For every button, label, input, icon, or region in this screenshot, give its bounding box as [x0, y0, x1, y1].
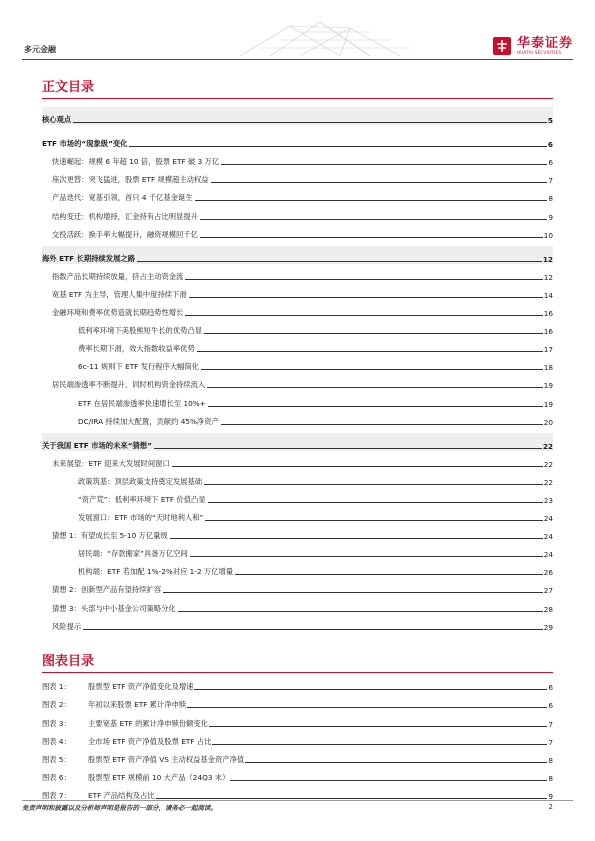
brand-mark-icon: [492, 36, 512, 56]
toc-entry-page: 22: [543, 477, 553, 487]
toc-entry-title: ETF 在居民端渗透率快速增长至 10%+: [78, 398, 206, 408]
figures-list: [42, 674, 553, 801]
figure-label: 图表 1：: [42, 682, 71, 692]
figure-page: 7: [548, 737, 553, 747]
toc-list: [42, 107, 553, 632]
toc-entry-page: 19: [543, 381, 553, 391]
figure-entry[interactable]: [42, 692, 553, 710]
footer-disclaimer: 免责声明和披露以及分析师声明是报告的一部分，请务必一起阅读。: [22, 804, 217, 812]
header-category: 多元金融: [24, 45, 56, 54]
brand-name-en: HUATAI SECURITIES: [516, 49, 562, 55]
toc-leader: [204, 484, 543, 485]
toc-entry-title: 低利率环境下美股熊短牛长的优势凸显: [78, 326, 203, 336]
brand-name-cn: 华泰证券: [516, 35, 573, 51]
toc-leader: [83, 629, 543, 630]
toc-entry[interactable]: [42, 167, 553, 185]
toc-leader: [195, 200, 548, 201]
figure-label: 图表 7：: [42, 791, 71, 801]
toc-entry[interactable]: [42, 336, 553, 354]
toc-entry[interactable]: [42, 149, 553, 167]
toc-leader: [201, 369, 543, 370]
toc-entry[interactable]: [42, 469, 553, 487]
toc-entry-title: 宽基 ETF 为主导，管理人集中度持续下滑: [52, 289, 187, 299]
page-header: [0, 0, 595, 60]
toc-entry-title: 未来展望：ETF 迎来大发展时间窗口: [52, 458, 170, 468]
figure-entry[interactable]: [42, 783, 553, 801]
toc-entry[interactable]: [42, 185, 553, 203]
figure-page: 6: [548, 701, 553, 711]
toc-entry[interactable]: [42, 246, 553, 264]
toc-leader: [73, 122, 547, 123]
toc-leader: [200, 219, 547, 220]
toc-entry[interactable]: [42, 300, 553, 318]
toc-entry-title: 关于我国 ETF 市场的未来“猜想”: [42, 440, 152, 450]
toc-entry-page: 6: [547, 140, 553, 150]
toc-entry-page: 19: [543, 399, 553, 409]
toc-leader: [207, 387, 542, 388]
toc-leader: [200, 237, 543, 238]
toc-leader: [170, 538, 543, 539]
toc-entry[interactable]: [42, 107, 553, 125]
figure-title: 全市场 ETF 资产净值及股票 ETF 占比: [88, 736, 212, 746]
toc-leader: [208, 406, 543, 407]
toc-leader: [204, 333, 543, 334]
toc-leader: [137, 261, 542, 262]
toc-entry[interactable]: [42, 264, 553, 282]
toc-entry[interactable]: [42, 614, 553, 632]
toc-entry-page: 5: [547, 116, 553, 126]
figure-title: 年初以来股票 ETF 累计净申赎: [88, 700, 187, 710]
toc-leader: [154, 448, 542, 449]
toc-entry-title: 猜想 2：创新型产品有望持续扩容: [52, 585, 162, 595]
toc-entry-page: 20: [543, 417, 553, 427]
figure-title: 股票型 ETF 资产净值 VS 主动权益基金资产净值: [88, 754, 245, 764]
toc-entry-title: ETF 市场的“现象级”变化: [42, 139, 128, 149]
figure-label: 图表 3：: [42, 718, 71, 728]
toc-entry-title: 猜想 3：头部与中小基金公司策略分化: [52, 603, 176, 613]
toc-entry-page: 23: [543, 495, 553, 505]
toc-entry[interactable]: [42, 559, 553, 577]
toc-entry-page: 24: [543, 550, 553, 560]
toc-entry-page: 7: [548, 176, 553, 186]
toc-entry[interactable]: [42, 577, 553, 595]
figure-entry[interactable]: [42, 747, 553, 765]
figure-leader: [209, 726, 547, 727]
figure-title: ETF 产品结构及占比: [88, 791, 155, 801]
toc-entry[interactable]: [42, 354, 553, 372]
figure-leader: [194, 689, 547, 690]
toc-leader: [205, 520, 542, 521]
toc-entry-title: DC/IRA 持续加大配置，贡献约 45%净资产: [78, 416, 219, 426]
toc-entry-title: 指数产品长期持续放量，挤占主动资金流: [52, 271, 184, 281]
toc-entry[interactable]: [42, 595, 553, 613]
toc-entry-title: 政策筑基：顶层政策支持奠定发展基础: [78, 476, 203, 486]
toc-entry-page: 24: [543, 532, 553, 542]
toc-entry-page: 14: [543, 290, 553, 300]
toc-entry[interactable]: [42, 222, 553, 240]
figures-title-rule: [42, 672, 553, 673]
toc-entry-title: 结构变迁：机构增持，汇金持有占比明显提升: [52, 211, 198, 221]
toc-entry-title: 金融环境和费率优势造就长期趋势性增长: [52, 308, 184, 318]
toc-entry[interactable]: [42, 541, 553, 559]
figure-leader: [230, 780, 547, 781]
toc-entry-page: 9: [548, 212, 553, 222]
figure-label: 图表 4：: [42, 736, 71, 746]
toc-entry-page: 8: [548, 194, 553, 204]
toc-entry-page: 18: [543, 363, 553, 373]
figure-leader: [187, 707, 547, 708]
figure-page: 6: [548, 683, 553, 693]
toc-entry-title: 6c-11 规则下 ETF 发行程序大幅简化: [78, 362, 200, 372]
figure-page: 8: [548, 774, 553, 784]
toc-leader: [185, 279, 542, 280]
figure-leader: [212, 744, 547, 745]
toc-entry-page: 16: [543, 327, 553, 337]
figure-entry[interactable]: [42, 674, 553, 692]
toc-entry-page: 27: [543, 586, 553, 596]
toc-entry-title: 机构端：ETF 若加配 1%-2%对应 1-2 万亿增量: [78, 567, 234, 577]
toc-entry[interactable]: [42, 523, 553, 541]
toc-entry-title: 座次更替：突飞猛进，股票 ETF 规模超主动权益: [52, 175, 209, 185]
toc-leader: [235, 574, 543, 575]
toc-entry-title: 快速崛起：规模 6 年超 10 倍，股票 ETF 破 3 万亿: [52, 157, 220, 167]
toc-leader: [197, 351, 543, 352]
toc-title: 正文目录: [42, 80, 95, 95]
toc-entry[interactable]: [42, 487, 553, 505]
toc-leader: [185, 315, 542, 316]
toc-entry-title: 核心观点: [42, 115, 72, 125]
toc-leader: [129, 146, 546, 147]
figure-title: 主要宽基 ETF 的累计净申赎份额变化: [88, 718, 209, 728]
toc-entry-page: 6: [548, 158, 553, 168]
figure-title: 股票型 ETF 规模前 10 大产品（24Q3 末）: [88, 773, 230, 783]
figure-label: 图表 5：: [42, 754, 71, 764]
figure-leader: [245, 762, 547, 763]
figure-entry[interactable]: [42, 729, 553, 747]
toc-entry-page: 22: [542, 441, 553, 451]
figures-title: 图表目录: [42, 654, 95, 669]
toc-entry[interactable]: [42, 131, 553, 149]
toc-leader: [172, 466, 543, 467]
toc-entry[interactable]: [42, 372, 553, 390]
toc-entry[interactable]: [42, 318, 553, 336]
figure-title: 股票型 ETF 资产净值变化及增速: [88, 682, 194, 692]
toc-entry-page: 24: [543, 514, 553, 524]
toc-entry[interactable]: [42, 390, 553, 408]
figure-page: 9: [548, 792, 553, 802]
toc-entry-page: 26: [543, 568, 553, 578]
figure-page: 8: [548, 755, 553, 765]
footer-rule: [22, 800, 573, 801]
toc-entry-page: 16: [543, 309, 553, 319]
figure-entry[interactable]: [42, 710, 553, 728]
toc-entry-title: 风险提示: [52, 621, 82, 631]
figure-label: 图表 2：: [42, 700, 71, 710]
toc-entry[interactable]: [42, 409, 553, 427]
page-number: 2: [548, 803, 553, 811]
toc-entry-title: 猜想 1：有望成长至 5-10 万亿量级: [52, 531, 168, 541]
toc-entry-page: 17: [543, 345, 553, 355]
toc-leader: [221, 164, 547, 165]
toc-entry[interactable]: [42, 203, 553, 221]
toc-entry-page: 12: [542, 254, 553, 264]
toc-entry-page: 28: [543, 604, 553, 614]
toc-entry-title: 产品迭代：宽基引领，首只 4 千亿基金诞生: [52, 193, 193, 203]
toc-leader: [221, 424, 543, 425]
header-rule: [22, 59, 573, 60]
toc-entry-title: 居民端：“存款搬家”具备万亿空间: [78, 549, 188, 559]
toc-title-rule: [42, 98, 553, 99]
header-decoration: [230, 18, 430, 58]
figure-page: 7: [548, 719, 553, 729]
toc-entry-title: 海外 ETF 长期持续发展之路: [42, 253, 135, 263]
toc-entry-page: 10: [543, 230, 553, 240]
toc-entry-title: 居民端渗透率不断提升，同时机构资金持续流入: [52, 380, 206, 390]
toc-entry-page: 12: [543, 272, 553, 282]
toc-entry[interactable]: [42, 451, 553, 469]
toc-entry[interactable]: [42, 505, 553, 523]
toc-leader: [189, 297, 543, 298]
figure-label: 图表 6：: [42, 773, 71, 783]
toc-entry-page: 29: [543, 622, 553, 632]
toc-leader: [211, 182, 548, 183]
toc-entry[interactable]: [42, 282, 553, 300]
toc-entry-title: 费率长期下滑，效大指数收益率优势: [78, 344, 195, 354]
figure-entry[interactable]: [42, 765, 553, 783]
toc-leader: [163, 592, 543, 593]
toc-entry[interactable]: [42, 433, 553, 451]
toc-entry-page: 22: [543, 459, 553, 469]
brand-logo: [492, 34, 573, 58]
toc-entry-title: 交投活跃：换手率大幅提升，融资规模回千亿: [52, 229, 198, 239]
toc-entry-title: “资产荒”：低利率环境下 ETF 价值凸显: [78, 494, 206, 504]
toc-leader: [190, 556, 543, 557]
toc-leader: [178, 611, 543, 612]
toc-entry-title: 发展窗口：ETF 市场的“天时地利人和”: [78, 513, 204, 523]
toc-leader: [208, 502, 543, 503]
